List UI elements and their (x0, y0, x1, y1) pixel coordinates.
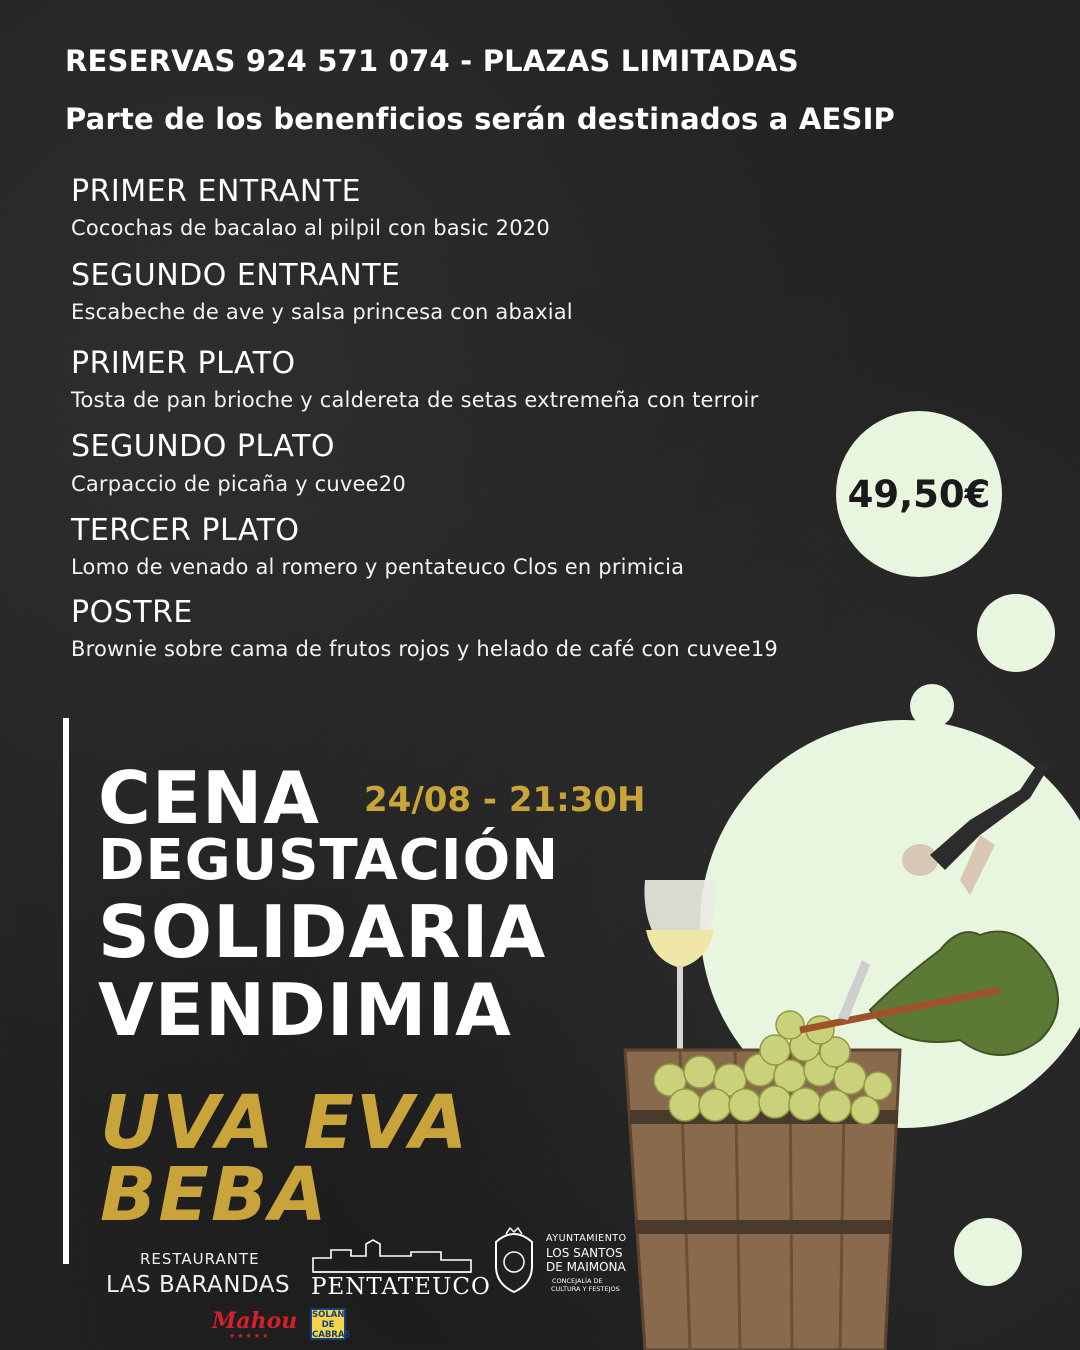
ayuntamiento-logo-line: LOS SANTOS (546, 1246, 623, 1260)
charity-note: Parte de los benenficios serán destinados a AESIP (65, 102, 896, 136)
pentateuco-logo-text: PENTATEUCO (311, 1274, 491, 1300)
pentateuco-winery-building-icon (311, 1236, 473, 1274)
restaurant-logo-label: RESTAURANTE (140, 1250, 260, 1268)
solan-de-cabras-logo: SOLAN DE CABRAS (312, 1310, 351, 1340)
vertical-accent-bar (63, 718, 69, 1264)
slogan-line-1: UVA EVA (100, 1080, 470, 1166)
course-dish: Lomo de venado al romero y pentateuco Clos en primicia (71, 555, 685, 579)
event-title-solidaria: SOLIDARIA (98, 890, 547, 974)
event-date-time: 24/08 - 21:30H (364, 780, 646, 820)
course-dish: Brownie sobre cama de frutos rojos y helado de café con cuvee19 (71, 637, 778, 661)
course-dish: Tosta de pan brioche y caldereta de setas extremeña con terroir (71, 388, 759, 412)
course-dish: Carpaccio de picaña y cuvee20 (71, 472, 406, 496)
course-title: PRIMER ENTRANTE (71, 174, 362, 209)
restaurant-logo-name: LAS BARANDAS (106, 1272, 291, 1298)
mahou-stars-icon: ★★★★★ (229, 1332, 271, 1340)
ayuntamiento-logo-line: AYUNTAMIENTO (546, 1233, 627, 1244)
event-title-degustacion: DEGUSTACIÓN (98, 828, 560, 893)
ayuntamiento-logo-line: CULTURA Y FESTEJOS (551, 1285, 620, 1293)
slogan-line-2: BEBA (100, 1152, 329, 1238)
course-title: SEGUNDO ENTRANTE (71, 258, 401, 293)
course-title: POSTRE (71, 595, 193, 630)
price-badge (836, 411, 1002, 577)
vine-leaf-icon (800, 932, 1058, 1055)
course-dish: Cocochas de bacalao al pilpil con basic 2020 (71, 216, 550, 240)
event-title-cena: CENA (98, 756, 321, 840)
ayuntamiento-logo-line: DE MAIMONA (546, 1260, 626, 1274)
wine-glass-icon (644, 880, 715, 1068)
grape-bunch-icon (654, 1011, 892, 1124)
course-dish: Escabeche de ave y salsa princesa con abaxial (71, 300, 573, 324)
ayuntamiento-logo-line: CONCEJALÍA DE (552, 1277, 603, 1285)
course-title: SEGUNDO PLATO (71, 429, 336, 464)
event-title-vendimia: VENDIMIA (98, 968, 512, 1052)
decorative-bubble (977, 594, 1055, 672)
mahou-logo: Mahou (212, 1308, 298, 1334)
grape-barrel-collage-illustration (600, 720, 1080, 1350)
municipal-coat-of-arms-icon (488, 1226, 540, 1294)
price-label: 49,50€ (847, 472, 991, 516)
course-title: TERCER PLATO (71, 513, 300, 548)
reservation-line: RESERVAS 924 571 074 - PLAZAS LIMITADAS (65, 44, 799, 78)
course-title: PRIMER PLATO (71, 346, 296, 381)
